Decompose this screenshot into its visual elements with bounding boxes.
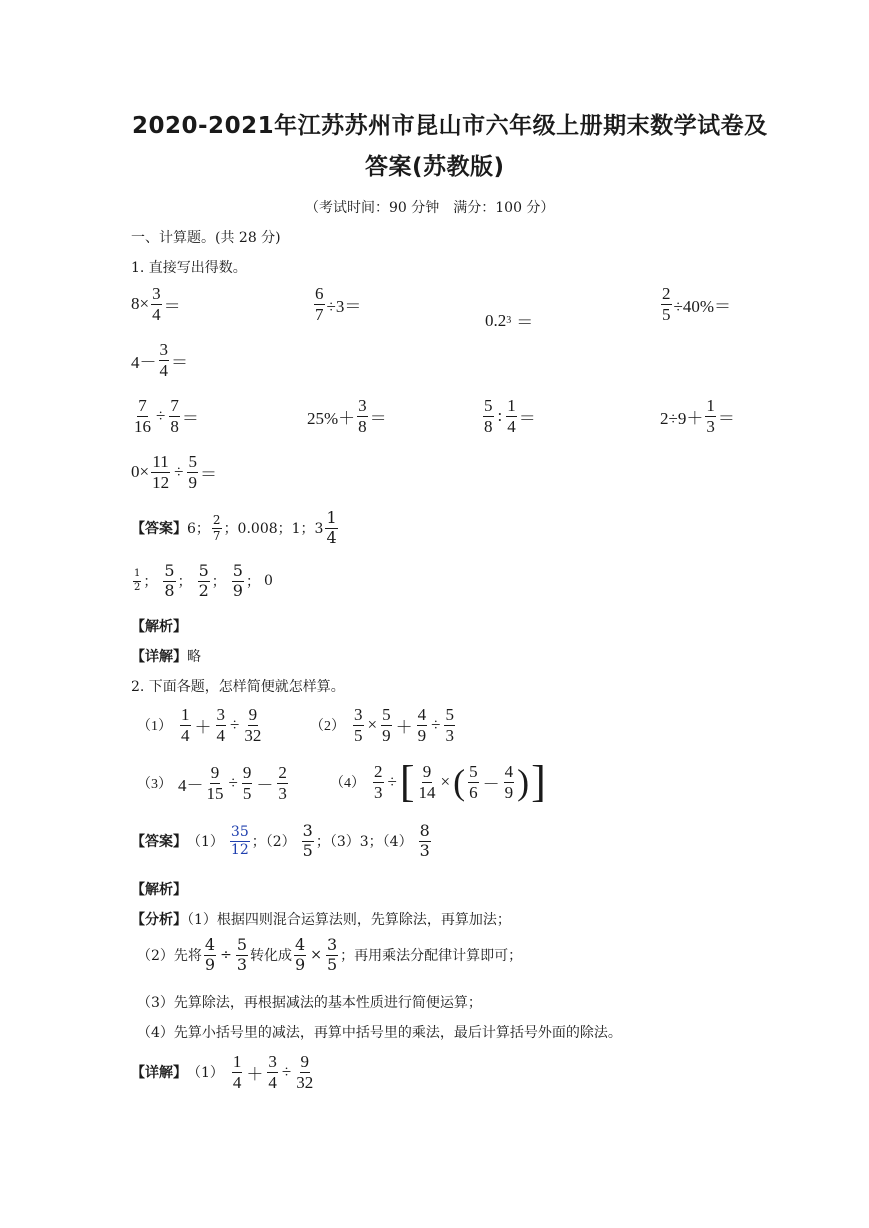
denominator: 4 (268, 1072, 277, 1092)
numerator: 5 (164, 561, 175, 580)
denominator: 5 (354, 725, 363, 745)
fraction (151, 453, 170, 492)
expr-text: 25%＋ (307, 408, 356, 428)
numerator: 4 (417, 705, 427, 724)
fraction (295, 1053, 314, 1092)
fraction (198, 563, 210, 600)
exponent: 3 (506, 315, 512, 326)
fenxi-line-3: （3）先算除法，再根据减法的基本性质进行简便运算； (137, 995, 482, 1011)
fraction (418, 763, 437, 802)
expr-text: 0.2 (485, 310, 507, 330)
operator: ÷ (387, 772, 397, 791)
q2-expression-4 (330, 757, 547, 806)
numerator: 2 (662, 284, 671, 303)
denominator: 16 (134, 416, 151, 436)
numerator: 1 (326, 508, 337, 527)
fraction (506, 397, 517, 436)
fraction (277, 764, 288, 803)
denominator: 4 (326, 527, 337, 547)
denominator: 9 (382, 725, 391, 745)
numerator: 1 (507, 396, 516, 415)
numerator: 3 (354, 705, 363, 724)
fraction (151, 285, 162, 324)
denominator: 7 (212, 528, 221, 543)
fraction (204, 937, 216, 974)
fenxi-text: （2）先将 (137, 948, 202, 965)
denominator: 9 (232, 580, 243, 600)
denominator: 4 (232, 1072, 242, 1092)
numerator: 9 (210, 763, 220, 782)
fraction (163, 563, 175, 600)
index: （1） (137, 719, 172, 735)
expr-text: 8× (131, 294, 150, 314)
denominator: 3 (278, 783, 287, 803)
denominator: 5 (662, 304, 671, 324)
fenxi-text: ；再用乘法分配律计算即可； (340, 948, 523, 965)
numerator: 3 (216, 705, 225, 724)
fraction (133, 397, 152, 436)
equals: ＝ (181, 408, 199, 428)
numerator: 9 (300, 1052, 310, 1071)
exam-info: （考试时间：90 分钟 满分：100 分） (305, 200, 555, 216)
numerator: 3 (268, 1052, 277, 1071)
separator: ； (143, 574, 158, 591)
operator: ÷ (230, 715, 240, 735)
problem-6 (131, 397, 199, 436)
numerator: 5 (382, 705, 391, 724)
numerator: 4 (295, 935, 306, 954)
numerator: 11 (152, 452, 169, 471)
fraction (504, 763, 515, 802)
operator: ÷ (156, 406, 166, 426)
question-1-label: 1. 直接写出得数。 (131, 260, 247, 276)
fraction (236, 937, 248, 974)
numerator: 1 (133, 569, 141, 582)
operator: ÷ (174, 462, 184, 482)
fraction (314, 285, 325, 324)
numerator: 5 (445, 705, 454, 724)
numerator: 3 (302, 821, 313, 840)
fraction (373, 763, 384, 802)
detail-text: 略 (187, 649, 201, 665)
numerator: 5 (232, 561, 243, 580)
denominator: 14 (418, 782, 436, 802)
fenxi-text: （1）根据四则混合运算法则，先算除法，再算加法； (187, 912, 511, 928)
index: （1） (187, 1065, 224, 1082)
fraction (133, 569, 141, 593)
numerator: 7 (170, 396, 179, 415)
problem-1 (131, 285, 181, 324)
detail-label: 【详解】 (131, 1065, 187, 1082)
operator: － (256, 775, 274, 795)
numerator: 4 (204, 935, 216, 954)
fenxi-line-2 (137, 937, 522, 974)
denominator: 32 (296, 1072, 314, 1092)
numerator: 8 (419, 821, 430, 840)
fraction (325, 510, 337, 547)
fraction (661, 285, 672, 324)
fraction (232, 563, 244, 600)
fraction (230, 825, 250, 857)
denominator: 9 (295, 954, 306, 974)
fraction (242, 764, 253, 803)
numerator: 6 (315, 284, 324, 303)
denominator: 8 (164, 580, 175, 600)
answer-text: ；0.008；1；3 (223, 521, 324, 538)
numerator: 35 (230, 824, 249, 841)
denominator: 8 (358, 416, 367, 436)
fraction (326, 937, 338, 974)
expr-text: 2÷9＋ (660, 408, 704, 428)
equals: ＝ (163, 296, 181, 316)
fraction (169, 397, 180, 436)
denominator: 5 (326, 954, 338, 974)
numerator: 2 (278, 763, 287, 782)
operator: ÷ (281, 1062, 292, 1082)
fraction (483, 397, 494, 436)
operator: ＋ (246, 1064, 264, 1084)
q2-expression-1 (137, 706, 264, 745)
numerator: 3 (159, 340, 168, 359)
fraction (444, 706, 455, 745)
page-title-line2: 答案(苏教版) (365, 154, 505, 180)
separator: ； (245, 574, 260, 591)
operator: × (367, 715, 378, 735)
equals: ＝ (717, 408, 735, 428)
problem-3 (485, 308, 533, 333)
equals: ＝ (171, 352, 188, 372)
answer-text: ；（3）3；（4） (315, 834, 413, 851)
numerator: 3 (152, 284, 161, 303)
denominator: 4 (216, 725, 225, 745)
operator: ÷ (431, 715, 441, 735)
numerator: 5 (198, 561, 209, 580)
fraction (267, 1053, 278, 1092)
fraction (180, 706, 191, 745)
answer-1-line-2 (131, 563, 273, 600)
denominator: 2 (134, 581, 141, 593)
numerator: 1 (232, 1052, 242, 1071)
fraction (468, 763, 479, 802)
expr-text: 0× (131, 462, 150, 482)
denominator: 9 (188, 472, 197, 492)
equals: ＝ (369, 408, 387, 428)
expr-text: ÷40%＝ (673, 296, 731, 316)
numerator: 3 (326, 935, 338, 954)
denominator: 15 (206, 783, 224, 803)
answer-text: （1） (187, 834, 224, 851)
operator: ＋ (395, 717, 413, 737)
numerator: 5 (188, 452, 197, 471)
fraction (159, 341, 170, 380)
denominator: 2 (198, 580, 209, 600)
problem-7 (307, 397, 387, 436)
fenxi-line-1 (131, 909, 511, 929)
equals: ＝ (199, 464, 217, 484)
index: （4） (330, 776, 365, 791)
denominator: 3 (419, 840, 430, 860)
fraction (243, 706, 262, 745)
denominator: 4 (152, 304, 161, 324)
operator: ÷ (228, 773, 238, 793)
fraction (212, 514, 222, 542)
fraction (353, 706, 364, 745)
problem-10 (131, 453, 217, 492)
denominator: 9 (204, 954, 216, 974)
equals: ＝ (516, 313, 534, 332)
problem-4 (659, 285, 731, 324)
numerator: 1 (706, 396, 715, 415)
answer-1-line-1 (131, 510, 340, 547)
denominator: 5 (302, 840, 313, 860)
denominator: 4 (181, 725, 190, 745)
fraction (381, 706, 392, 745)
problem-8 (481, 397, 536, 436)
numerator: 7 (138, 396, 147, 415)
denominator: 9 (417, 725, 427, 745)
fraction (357, 397, 368, 436)
denominator: 3 (374, 782, 383, 802)
numerator: 4 (504, 761, 514, 781)
separator: ； (211, 574, 226, 591)
right-bracket: ] (531, 757, 546, 806)
fraction (216, 706, 227, 745)
expr-text: 4－ (131, 352, 157, 372)
fraction (417, 706, 428, 745)
denominator: 12 (230, 841, 249, 858)
detail-expression (230, 1053, 316, 1092)
question-2-label: 2. 下面各题，怎样简便就怎样算。 (131, 679, 345, 695)
answer-label: 【答案】 (131, 521, 187, 538)
numerator: 3 (358, 396, 367, 415)
index: （3） (137, 777, 172, 793)
denominator: 7 (315, 304, 324, 324)
fenxi-label: 【分析】 (131, 912, 187, 928)
left-bracket: [ (399, 757, 415, 806)
numerator: 5 (469, 761, 478, 781)
denominator: 4 (507, 416, 516, 436)
left-paren: ( (453, 762, 466, 802)
problem-5 (131, 341, 188, 380)
detail-label: 【详解】 (131, 649, 187, 665)
operator: × (310, 947, 322, 964)
section-heading: 一、计算题。(共 28 分) (131, 230, 281, 246)
detail-2 (131, 1053, 316, 1092)
separator: ； (177, 574, 192, 591)
denominator: 12 (152, 472, 170, 492)
answer-text: 0 (263, 573, 273, 590)
denominator: 3 (706, 416, 715, 436)
numerator: 9 (242, 763, 252, 782)
page-title: 2020-2021年江苏苏州市昆山市六年级上册期末数学试卷及 (132, 113, 768, 139)
fraction (294, 937, 306, 974)
index: （2） (310, 719, 345, 735)
numerator: 9 (422, 761, 432, 781)
problem-2 (312, 285, 361, 324)
fenxi-text: 转化成 (250, 948, 293, 965)
problem-9 (660, 397, 735, 436)
answer-text: ；（2） (251, 834, 296, 851)
expr-text: 4－ (178, 775, 204, 795)
operator: ＋ (194, 717, 212, 737)
numerator: 1 (181, 705, 190, 724)
denominator: 8 (484, 416, 493, 436)
fraction (187, 453, 198, 492)
denominator: 3 (236, 954, 248, 974)
fraction (232, 1053, 243, 1092)
expr-text: ÷3＝ (326, 296, 362, 316)
numerator: 2 (374, 761, 383, 781)
denominator: 4 (159, 360, 168, 380)
denominator: 9 (504, 782, 514, 802)
operator: × (440, 772, 451, 791)
denominator: 3 (445, 725, 454, 745)
denominator: 6 (469, 782, 478, 802)
q2-expression-2 (310, 706, 457, 745)
fraction (302, 823, 314, 860)
operator: : (497, 406, 503, 426)
right-paren: ) (517, 762, 530, 802)
detail-1 (131, 646, 201, 666)
denominator: 32 (244, 725, 262, 745)
analysis-label: 【解析】 (131, 619, 187, 635)
numerator: 5 (236, 935, 248, 954)
equals: ＝ (518, 408, 536, 428)
denominator: 8 (170, 416, 179, 436)
operator: ÷ (220, 947, 232, 964)
analysis-label-2: 【解析】 (131, 882, 187, 898)
operator: － (482, 774, 500, 794)
numerator: 2 (212, 513, 221, 528)
fenxi-line-4: （4）先算小括号里的减法，再算中括号里的乘法，最后计算括号外面的除法。 (137, 1025, 622, 1041)
numerator: 5 (484, 396, 493, 415)
q2-expression-3 (137, 764, 290, 803)
numerator: 9 (248, 705, 258, 724)
answer-label: 【答案】 (131, 834, 187, 851)
answer-text: 6； (187, 521, 210, 538)
answer-2 (131, 823, 433, 860)
fraction (705, 397, 716, 436)
fraction (419, 823, 431, 860)
fraction (206, 764, 225, 803)
denominator: 5 (242, 783, 252, 803)
